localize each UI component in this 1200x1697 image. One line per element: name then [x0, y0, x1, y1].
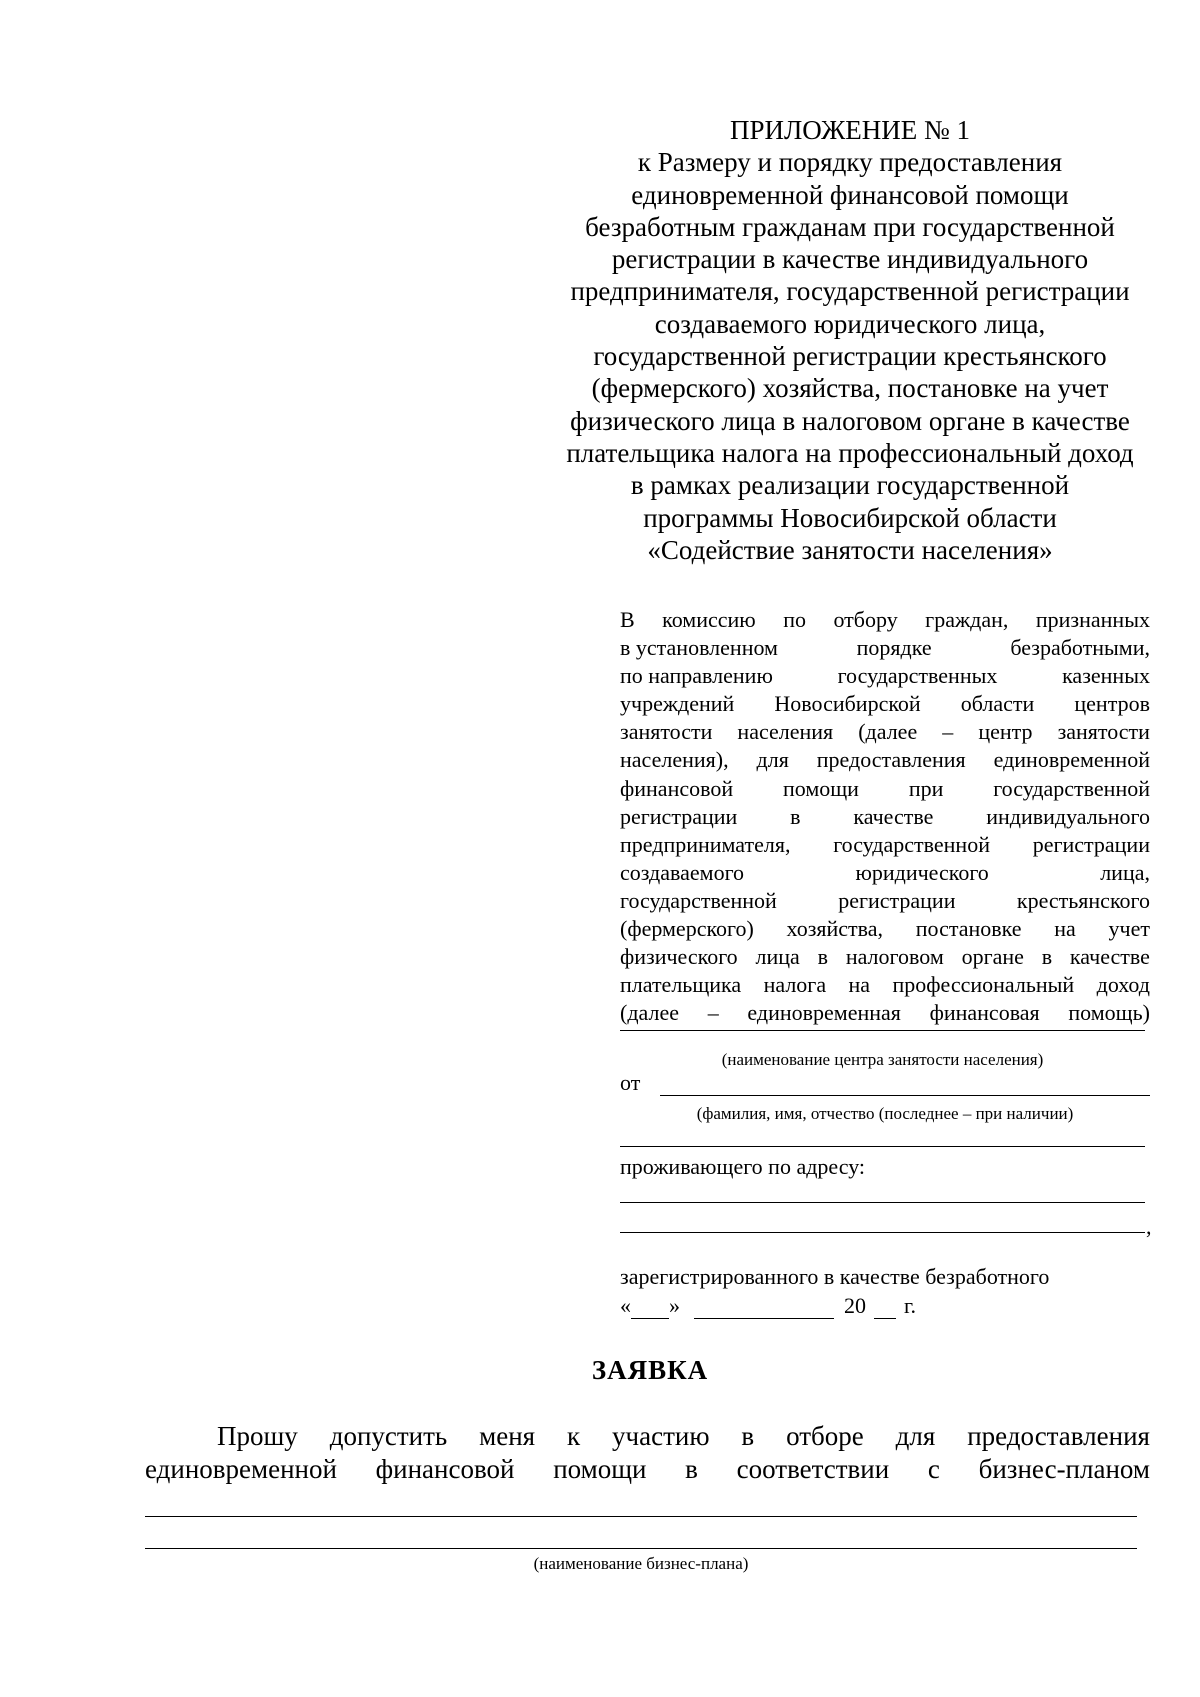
word: (далее — [620, 1000, 679, 1026]
addressee-line — [620, 662, 1150, 690]
appendix-line: физического лица в налоговом органе в качестве — [570, 405, 1130, 436]
word: занятости — [620, 719, 713, 745]
addressee-line — [620, 999, 1150, 1027]
addressee-line — [620, 775, 1150, 803]
word: государственной — [620, 887, 777, 913]
word: лица — [755, 944, 800, 970]
appendix-line: регистрации в качестве индивидуального — [611, 244, 1089, 275]
word: (фермерского) — [620, 916, 754, 942]
word: допустить — [329, 1421, 448, 1451]
address-field-line-1[interactable] — [620, 1202, 1145, 1203]
word: единовременной — [993, 747, 1150, 773]
word: органе — [961, 944, 1024, 970]
addressee-line — [620, 690, 1150, 718]
word: лица, — [1100, 859, 1150, 885]
full-name-caption: (фамилия, имя, отчество (последнее – при наличии) — [696, 1104, 1074, 1123]
word: помощи — [782, 775, 859, 801]
word: бизнес-планом — [978, 1454, 1150, 1484]
word: постановке — [915, 916, 1022, 942]
word: физического — [620, 944, 738, 970]
word: отбору — [833, 607, 898, 632]
date-close-quote: » — [669, 1293, 680, 1318]
address-field-line-2[interactable] — [620, 1232, 1145, 1233]
word: хозяйства, — [786, 916, 884, 942]
word: единовременная — [747, 1000, 901, 1026]
appendix-line: программы Новосибирской области — [643, 502, 1057, 533]
addressee-line — [620, 831, 1150, 859]
word: комиссию — [662, 607, 756, 632]
word: государственной — [833, 831, 990, 857]
word: государственных — [837, 663, 998, 689]
word: единовременной — [145, 1454, 337, 1484]
word: порядке — [856, 635, 932, 661]
word: при — [908, 775, 944, 801]
word: качестве — [1069, 944, 1150, 970]
word: В — [620, 607, 635, 632]
word: по направлению — [620, 663, 773, 689]
addressee-line — [620, 915, 1150, 943]
word: государственной — [993, 775, 1150, 801]
date-open-quote: « — [620, 1293, 631, 1318]
body-line-1 — [145, 1420, 1150, 1453]
word: юридического — [855, 859, 989, 885]
date-month-field[interactable] — [694, 1298, 834, 1319]
addressee-line — [620, 634, 1150, 662]
word: в — [685, 1454, 698, 1484]
appendix-line: ПРИЛОЖЕНИЕ № 1 — [729, 115, 971, 145]
addressee-block — [620, 606, 1150, 1027]
word: центр — [978, 719, 1033, 745]
word: граждан, — [925, 607, 1009, 632]
word: учет — [1108, 916, 1150, 942]
word: помощи — [553, 1454, 647, 1484]
appendix-header — [545, 114, 1155, 566]
appendix-line: предпринимателя, государственной регистрации — [570, 276, 1130, 307]
word: населения), — [620, 747, 729, 773]
word: в — [1041, 944, 1053, 970]
word: Новосибирской — [774, 691, 921, 717]
word: предоставления — [967, 1421, 1150, 1451]
word: отборе — [786, 1421, 864, 1451]
word: казенных — [1062, 663, 1150, 689]
body-line-2 — [145, 1453, 1150, 1486]
appendix-line: в рамках реализации государственной — [630, 470, 1070, 501]
addressee-line — [620, 943, 1150, 971]
document-title — [0, 1355, 1200, 1386]
center-name-caption: (наименование центра занятости населения) — [721, 1050, 1044, 1069]
appendix-line: государственной регистрации крестьянского — [593, 341, 1107, 372]
word: в — [741, 1421, 755, 1451]
date-year-suffix: г. — [904, 1293, 917, 1318]
word: (далее — [858, 719, 918, 745]
address-comma: , — [1146, 1214, 1152, 1239]
date-day-field[interactable] — [631, 1298, 669, 1319]
word: для — [756, 747, 789, 773]
date-year-field[interactable] — [874, 1298, 896, 1319]
appendix-line: «Содействие занятости населения» — [647, 534, 1053, 565]
application-body — [145, 1420, 1150, 1486]
word: области — [960, 691, 1035, 717]
word: занятости — [1057, 719, 1150, 745]
registration-date — [620, 1293, 916, 1319]
registered-label: зарегистрированного в качестве безработного — [620, 1264, 1050, 1289]
word: регистрации — [838, 887, 956, 913]
addressee-line — [620, 803, 1150, 831]
word: регистрации — [1032, 831, 1150, 857]
appendix-line: к Размеру и порядку предоставления — [637, 147, 1063, 178]
addressee-line — [620, 859, 1150, 887]
addressee-line — [620, 971, 1150, 999]
document-title-text: ЗАЯВКА — [591, 1355, 709, 1385]
word: на — [848, 972, 871, 998]
from-label: от — [620, 1070, 641, 1095]
word: населения — [737, 719, 834, 745]
word: налоговом — [845, 944, 944, 970]
word: в — [790, 803, 801, 829]
word: создаваемого — [620, 859, 745, 885]
word: к — [567, 1421, 581, 1451]
appendix-line: создаваемого юридического лица, — [654, 308, 1046, 339]
word: с — [927, 1454, 940, 1484]
word: доход — [1096, 972, 1150, 998]
word: признанных — [1035, 607, 1150, 632]
word: меня — [479, 1421, 536, 1451]
word: крестьянского — [1016, 887, 1150, 913]
word: для — [895, 1421, 936, 1451]
addressee-line — [620, 718, 1150, 746]
word: финансовая — [929, 1000, 1040, 1026]
business-plan-field-line-2[interactable] — [145, 1548, 1137, 1549]
addressee-line — [620, 746, 1150, 774]
center-name-field[interactable] — [620, 1030, 1145, 1031]
word: в — [817, 944, 828, 970]
word: – — [942, 719, 954, 745]
business-plan-caption: (наименование бизнес-плана) — [533, 1554, 749, 1573]
word: – — [707, 1000, 719, 1026]
word: по — [783, 607, 806, 632]
residing-label: проживающего по адресу: — [620, 1154, 866, 1179]
word: центров — [1074, 691, 1150, 717]
word: плательщика — [620, 972, 742, 998]
business-plan-field-line-1[interactable] — [145, 1516, 1137, 1517]
word: предпринимателя, — [620, 831, 791, 857]
word: Прошу — [217, 1421, 298, 1451]
appendix-line: единовременной финансовой помощи — [631, 179, 1069, 210]
word: регистрации — [620, 803, 738, 829]
word: финансовой — [620, 775, 734, 801]
word: качестве — [853, 803, 934, 829]
word: финансовой — [375, 1454, 515, 1484]
appendix-line: (фермерского) хозяйства, постановке на учет — [591, 373, 1109, 404]
word: безработными, — [1010, 635, 1150, 661]
word: помощь) — [1068, 1000, 1150, 1026]
appendix-line: плательщика налога на профессиональный доход — [566, 437, 1134, 468]
appendix-line: безработным гражданам при государственной — [585, 211, 1115, 242]
word: индивидуального — [986, 803, 1150, 829]
word: участию — [612, 1421, 710, 1451]
date-year-prefix: 20 — [844, 1293, 866, 1318]
word: на — [1054, 916, 1076, 942]
addressee-line — [620, 887, 1150, 915]
word: предоставления — [816, 747, 966, 773]
word: соответствии — [736, 1454, 890, 1484]
word: учреждений — [620, 691, 735, 717]
full-name-field[interactable] — [660, 1073, 1150, 1096]
addressee-line — [620, 606, 1150, 634]
full-name-field-continued[interactable] — [620, 1146, 1145, 1147]
from-row — [620, 1070, 1150, 1096]
word: профессиональный — [892, 972, 1075, 998]
word: налога — [763, 972, 827, 998]
word: в установленном — [620, 635, 778, 661]
